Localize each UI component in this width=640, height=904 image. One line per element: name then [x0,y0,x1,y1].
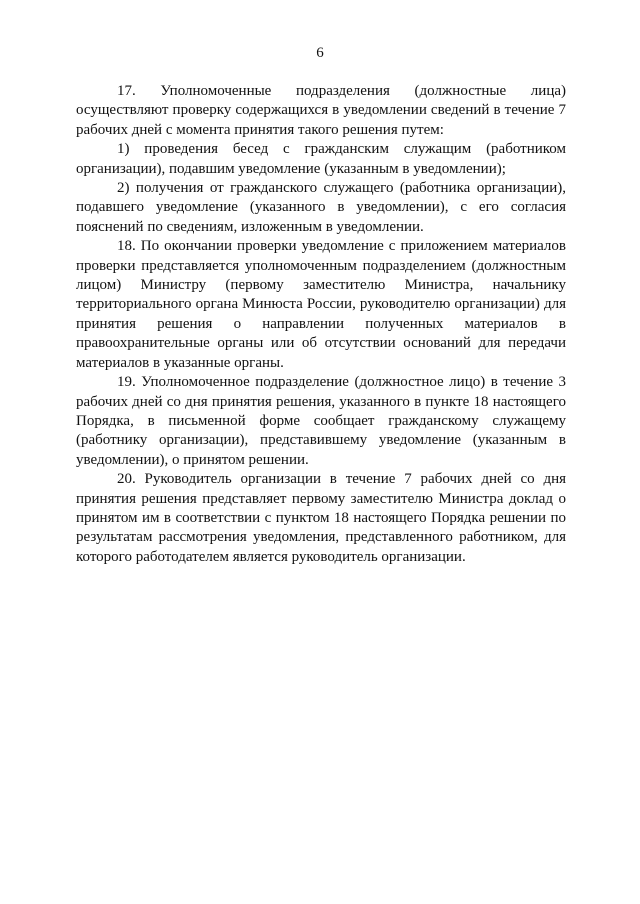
document-body [76,82,566,567]
paragraph-17-item-2: 2) получения от гражданского служащего (работника организации), подавшего уведомление (указанного в уведомлении), с его согласия пояснений по сведениям, изложенным в уведомлении. [76,180,566,235]
paragraph-17-item-1: 1) проведения бесед с гражданским служащим (работником организации), подавшим уведомление (указанным в уведомлении); [76,141,566,177]
paragraph-20: 20. Руководитель организации в течение 7 рабочих дней со дня принятия решения представляет первому заместителю Министра доклад о принятом им в соответствии с пунктом 18 настоящего Порядка решении по результатам рассмотрения уведомления, представленного работником, для которого работодателем является руководитель организации. [76,471,566,565]
paragraph-17: 17. Уполномоченные подразделения (должностные лица) осуществляют проверку содержащихся в уведомлении сведений в течение 7 рабочих дней с момента принятия такого решения путем: [76,83,566,138]
page-number: 6 [316,45,324,61]
paragraph-18: 18. По окончании проверки уведомление с приложением материалов проверки представляется уполномоченным подразделением (должностным лицом) Министру (первому заместителю Министра, начальнику территориального органа Минюста России, руководителю организации) для принятия решения о направлении полученных материалов в правоохранительные органы или об отсутствии оснований для передачи материалов в указанные органы. [76,238,566,371]
paragraph-19: 19. Уполномоченное подразделение (должностное лицо) в течение 3 рабочих дней со дня принятия решения, указанного в пункте 18 настоящего Порядка, в письменной форме сообщает гражданскому служащему (работнику организации), представившему уведомление (указанным в уведомлении), о принятом решении. [76,374,566,468]
